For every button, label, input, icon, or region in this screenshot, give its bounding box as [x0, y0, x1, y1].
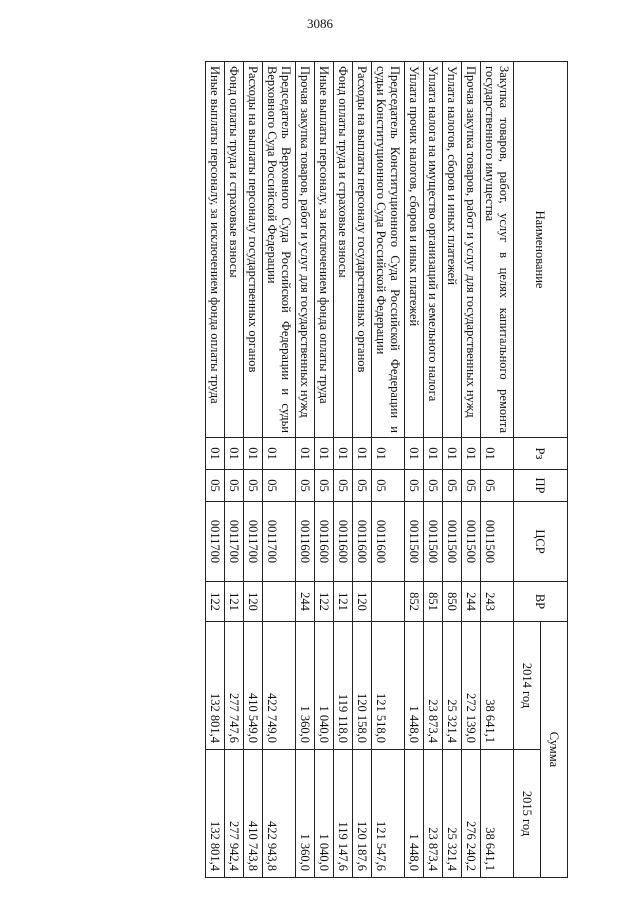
row-sum-2014: 1 448,0	[405, 622, 424, 750]
row-rz: 01	[225, 438, 244, 470]
row-name: Председатель Верховного Суда Российской Федерации и судьи Верховного Суда Российской Федерации	[263, 62, 296, 438]
row-vr: 243	[481, 582, 514, 622]
row-sum-2015: 121 547,6	[372, 750, 405, 878]
row-sum-2015: 1 040,0	[315, 750, 334, 878]
row-sum-2014: 132 801,4	[206, 622, 225, 750]
row-sum-2014: 120 158,0	[353, 622, 372, 750]
table-row	[225, 62, 244, 878]
row-sum-2014: 422 749,0	[263, 622, 296, 750]
row-vr: 121	[225, 582, 244, 622]
row-pr: 05	[372, 470, 405, 502]
row-name: Фонд оплаты труда и страховые взносы	[334, 62, 353, 438]
row-rz: 01	[296, 438, 315, 470]
col-header-csr: ЦСР	[514, 502, 568, 582]
row-csr: 0011600	[353, 502, 372, 582]
row-sum-2014: 121 518,0	[372, 622, 405, 750]
row-sum-2014: 410 549,0	[244, 622, 263, 750]
row-pr: 05	[315, 470, 334, 502]
table-row	[353, 62, 372, 878]
row-pr: 05	[206, 470, 225, 502]
row-pr: 05	[296, 470, 315, 502]
row-vr: 120	[244, 582, 263, 622]
row-csr: 0011700	[206, 502, 225, 582]
row-pr: 05	[225, 470, 244, 502]
row-vr: 122	[315, 582, 334, 622]
row-name: Иные выплаты персоналу, за исключением фонда оплаты труда	[206, 62, 225, 438]
row-vr	[372, 582, 405, 622]
row-pr: 05	[334, 470, 353, 502]
row-name: Закупка товаров, работ, услуг в целях капитального ремонта государственного имущества	[481, 62, 514, 438]
row-csr: 0011500	[481, 502, 514, 582]
row-name: Председатель Конституционного Суда Российской Федерации и судьи Конституционного Суда Российской Федерации	[372, 62, 405, 438]
row-pr: 05	[405, 470, 424, 502]
col-header-2015: 2015 год	[514, 750, 541, 878]
page-number: 3086	[307, 16, 333, 31]
budget-table-rotated	[60, 61, 568, 877]
row-sum-2014: 272 139,0	[462, 622, 481, 750]
row-pr: 05	[481, 470, 514, 502]
row-name: Иные выплаты персоналу, за исключением фонда оплаты труда	[315, 62, 334, 438]
row-sum-2014: 277 747,6	[225, 622, 244, 750]
row-sum-2015: 410 743,8	[244, 750, 263, 878]
row-csr: 0011600	[372, 502, 405, 582]
row-csr: 0011600	[296, 502, 315, 582]
row-csr: 0011600	[315, 502, 334, 582]
table-row	[334, 62, 353, 878]
row-sum-2014: 23 873,4	[424, 622, 443, 750]
row-name: Прочая закупка товаров, работ и услуг для государственных нужд	[462, 62, 481, 438]
row-sum-2015: 119 147,6	[334, 750, 353, 878]
row-sum-2015: 422 943,8	[263, 750, 296, 878]
table-body	[206, 62, 514, 878]
row-csr: 0011700	[263, 502, 296, 582]
row-csr: 0011500	[405, 502, 424, 582]
col-header-rz: Рз	[514, 438, 568, 470]
row-rz: 01	[315, 438, 334, 470]
table-row	[206, 62, 225, 878]
row-sum-2015: 38 641,1	[481, 750, 514, 878]
col-header-2014: 2014 год	[514, 622, 541, 750]
row-rz: 01	[424, 438, 443, 470]
row-vr: 121	[334, 582, 353, 622]
row-vr: 120	[353, 582, 372, 622]
row-csr: 0011700	[225, 502, 244, 582]
row-rz: 01	[443, 438, 462, 470]
row-name: Расходы на выплаты персоналу государственных органов	[244, 62, 263, 438]
table-row	[405, 62, 424, 878]
row-sum-2014: 119 118,0	[334, 622, 353, 750]
row-sum-2015: 120 187,6	[353, 750, 372, 878]
row-csr: 0011500	[424, 502, 443, 582]
row-sum-2015: 277 942,4	[225, 750, 244, 878]
row-rz: 01	[405, 438, 424, 470]
row-vr: 851	[424, 582, 443, 622]
row-csr: 0011600	[334, 502, 353, 582]
budget-table	[205, 61, 568, 878]
row-name: Прочая закупка товаров, работ и услуг для государственных нужд	[296, 62, 315, 438]
row-sum-2014: 1 040,0	[315, 622, 334, 750]
row-sum-2015: 25 321,4	[443, 750, 462, 878]
table-row	[372, 62, 405, 878]
row-csr: 0011700	[244, 502, 263, 582]
row-rz: 01	[462, 438, 481, 470]
row-name: Уплата прочих налогов, сборов и иных платежей	[405, 62, 424, 438]
row-name: Расходы на выплаты персоналу государственных органов	[353, 62, 372, 438]
row-rz: 01	[372, 438, 405, 470]
row-rz: 01	[206, 438, 225, 470]
col-header-pr: ПР	[514, 470, 568, 502]
row-rz: 01	[481, 438, 514, 470]
row-pr: 05	[244, 470, 263, 502]
table-row	[481, 62, 514, 878]
row-sum-2015: 23 873,4	[424, 750, 443, 878]
table-row	[296, 62, 315, 878]
row-sum-2015: 276 240,2	[462, 750, 481, 878]
row-vr	[263, 582, 296, 622]
table-row	[315, 62, 334, 878]
table-row	[462, 62, 481, 878]
row-vr: 852	[405, 582, 424, 622]
row-pr: 05	[424, 470, 443, 502]
row-rz: 01	[353, 438, 372, 470]
row-vr: 122	[206, 582, 225, 622]
row-pr: 05	[462, 470, 481, 502]
row-vr: 244	[462, 582, 481, 622]
row-sum-2014: 25 321,4	[443, 622, 462, 750]
row-sum-2015: 1 360,0	[296, 750, 315, 878]
row-csr: 0011500	[443, 502, 462, 582]
row-rz: 01	[263, 438, 296, 470]
table-row	[424, 62, 443, 878]
row-pr: 05	[443, 470, 462, 502]
row-sum-2015: 1 448,0	[405, 750, 424, 878]
row-vr: 244	[296, 582, 315, 622]
row-csr: 0011500	[462, 502, 481, 582]
col-header-vr: ВР	[514, 582, 568, 622]
table-row	[244, 62, 263, 878]
row-vr: 850	[443, 582, 462, 622]
row-sum-2014: 38 641,1	[481, 622, 514, 750]
col-header-sum: Сумма	[541, 622, 568, 878]
row-rz: 01	[334, 438, 353, 470]
row-rz: 01	[244, 438, 263, 470]
row-sum-2014: 1 360,0	[296, 622, 315, 750]
row-name: Фонд оплаты труда и страховые взносы	[225, 62, 244, 438]
table-row	[263, 62, 296, 878]
row-pr: 05	[263, 470, 296, 502]
row-sum-2015: 132 801,4	[206, 750, 225, 878]
table-row	[443, 62, 462, 878]
row-pr: 05	[353, 470, 372, 502]
row-name: Уплата налога на имущество организаций и земельного налога	[424, 62, 443, 438]
row-name: Уплата налогов, сборов и иных платежей	[443, 62, 462, 438]
col-header-name: Наименование	[514, 62, 568, 438]
